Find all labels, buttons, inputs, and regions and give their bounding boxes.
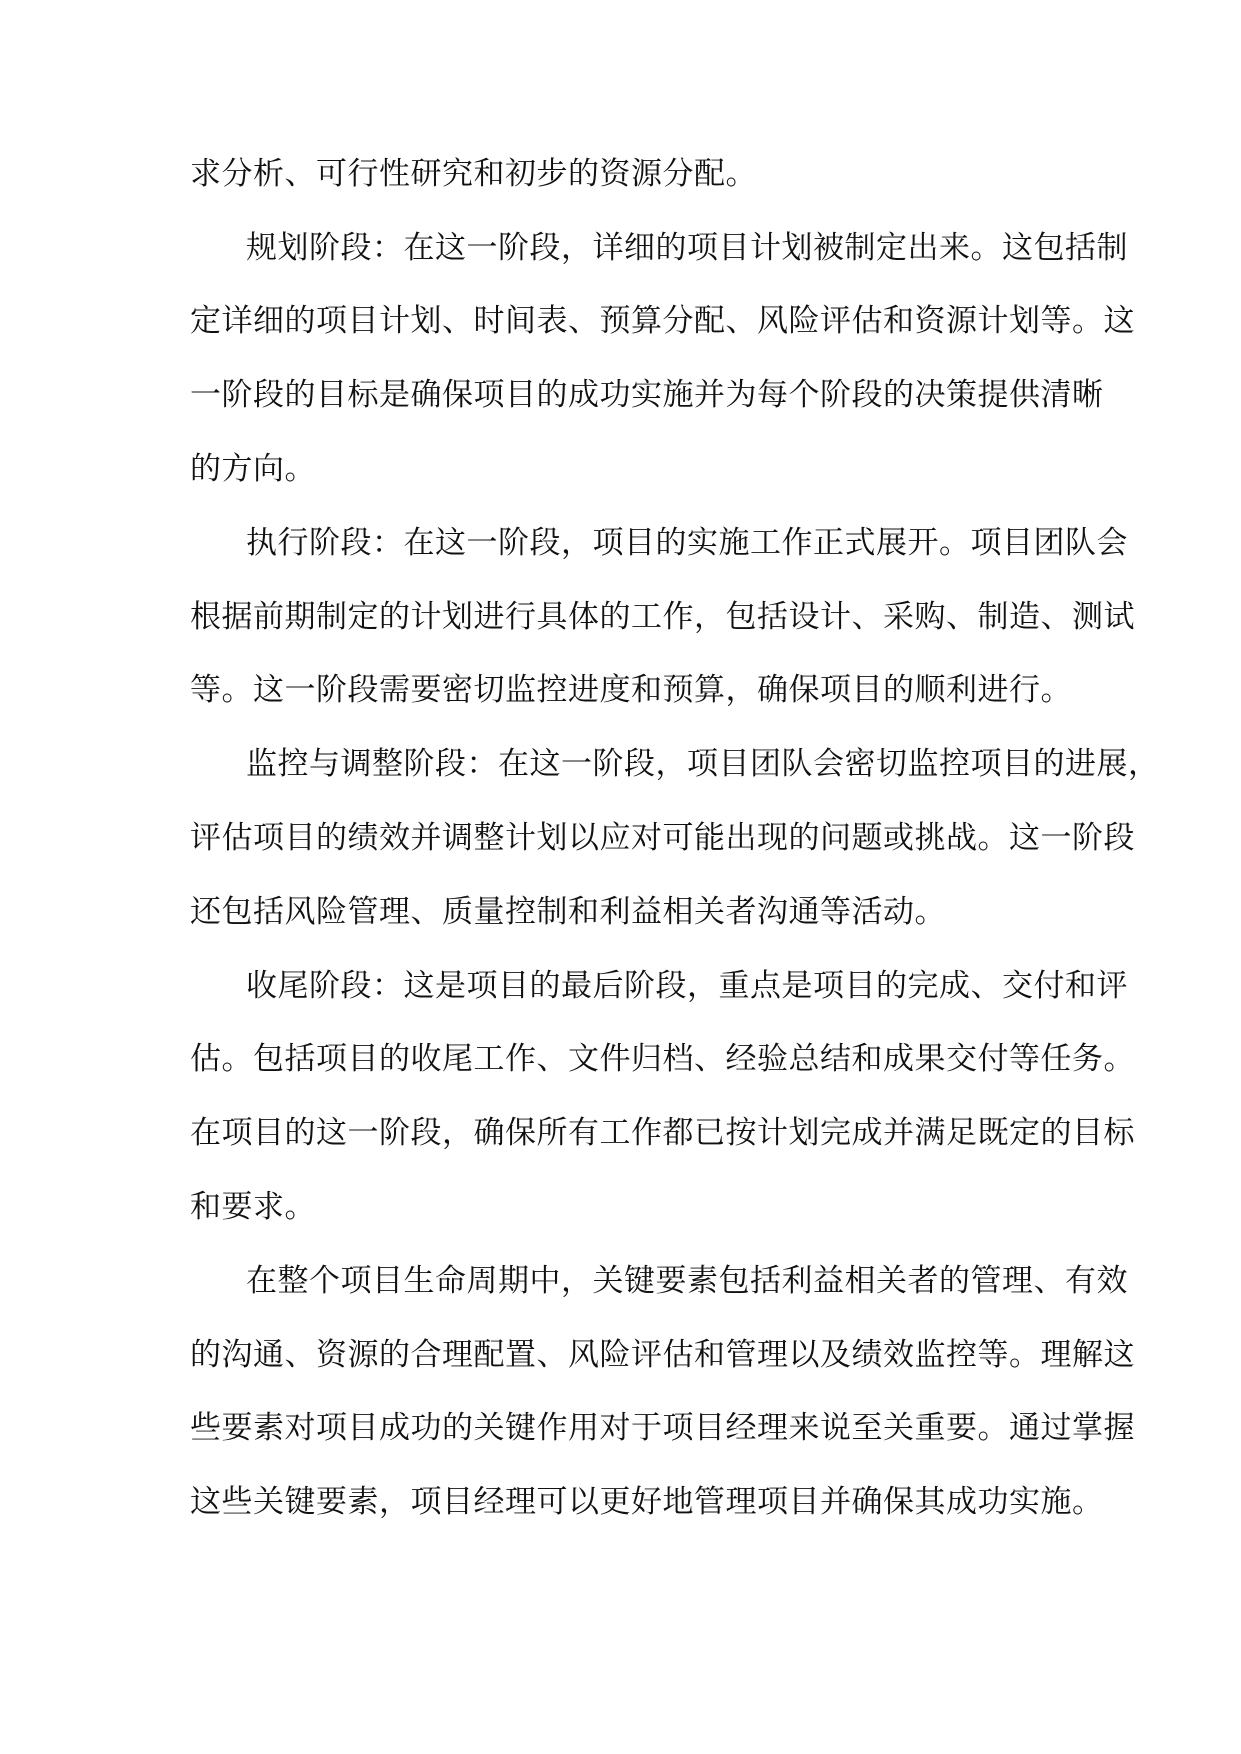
text-line: 估。包括项目的收尾工作、文件归档、经验总结和成果交付等任务。 — [190, 1041, 1135, 1077]
text-line: 的沟通、资源的合理配置、风险评估和管理以及绩效监控等。理解这 — [190, 1337, 1135, 1373]
text-line: 些要素对项目成功的关键作用对于项目经理来说至关重要。通过掌握 — [190, 1410, 1135, 1446]
text-line: 评估项目的绩效并调整计划以应对可能出现的问题或挑战。这一阶段 — [190, 820, 1135, 856]
paragraph-first-line: 执行阶段：在这一阶段，项目的实施工作正式展开。项目团队会 — [246, 525, 1128, 561]
text-line: 等。这一阶段需要密切监控进度和预算，确保项目的顺利进行。 — [190, 672, 1072, 708]
paragraph-first-line: 收尾阶段：这是项目的最后阶段，重点是项目的完成、交付和评 — [246, 968, 1128, 1004]
text-line: 求分析、可行性研究和初步的资源分配。 — [190, 156, 757, 192]
text-line: 和要求。 — [190, 1189, 316, 1225]
text-line: 定详细的项目计划、时间表、预算分配、风险评估和资源计划等。这 — [190, 303, 1135, 339]
paragraph-first-line: 规划阶段：在这一阶段，详细的项目计划被制定出来。这包括制 — [246, 230, 1128, 266]
paragraph-first-line: 在整个项目生命周期中，关键要素包括利益相关者的管理、有效 — [246, 1263, 1128, 1299]
text-line: 在项目的这一阶段，确保所有工作都已按计划完成并满足既定的目标 — [190, 1115, 1135, 1151]
text-line: 这些关键要素，项目经理可以更好地管理项目并确保其成功实施。 — [190, 1484, 1104, 1520]
text-line: 还包括风险管理、质量控制和利益相关者沟通等活动。 — [190, 894, 946, 930]
text-line: 根据前期制定的计划进行具体的工作，包括设计、采购、制造、测试 — [190, 599, 1135, 635]
text-line: 的方向。 — [190, 451, 316, 487]
text-line: 一阶段的目标是确保项目的成功实施并为每个阶段的决策提供清晰 — [190, 377, 1104, 413]
paragraph-first-line: 监控与调整阶段：在这一阶段，项目团队会密切监控项目的进展， — [246, 746, 1160, 782]
